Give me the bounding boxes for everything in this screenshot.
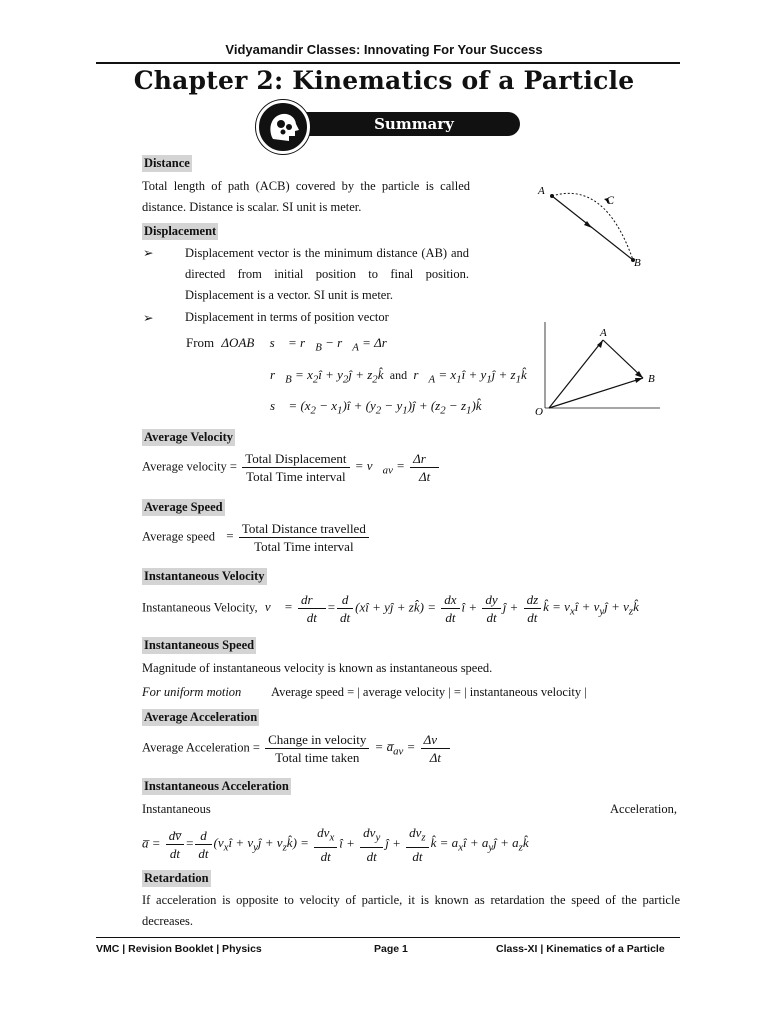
section-heading-instantaneous-acceleration: Instantaneous Acceleration bbox=[144, 779, 289, 793]
position-vectors-equation: $r⃗_B$ = $x_2î$ + $y_2ĵ$ + $z_2k̂$ and $r⃗_A$ = $x_1î$ + $y_1ĵ$ + $z_1k̂$ bbox=[270, 367, 527, 386]
average-speed-equation: Average speed = $\frac{\text{Total Distance travelled}}{\text{Total Time interval}}$ bbox=[142, 520, 371, 555]
displacement-bullet-1: Displacement vector is the minimum distance (AB) and directed from initial position to final position. Displacement is a vector. SI unit is meter. bbox=[185, 246, 469, 302]
triangle-oab: ΔOAB bbox=[221, 335, 255, 350]
retardation-text: If acceleration is opposite to velocity of particle, it is known as retardation the speed of the particle decreases. bbox=[142, 893, 680, 928]
bullet-arrow-icon: ➢ bbox=[143, 246, 154, 260]
instantaneous-acceleration-left: Instantaneous bbox=[142, 802, 211, 816]
footer-page-number: Page 1 bbox=[374, 943, 408, 955]
footer-left: VMC | Revision Booklet | Physics bbox=[96, 943, 262, 955]
displacement-components-equation: s⃗ = ($x_2$ − $x_1)î + (y_2$ − $y_1)ĵ + (z_2$ − $z_1)k̂$ bbox=[270, 398, 482, 417]
average-velocity-equation: Average velocity = $\frac{\text{Total Displacement}}{\text{Total Time interval}}$ = $v⃗_{av}$ = $\frac{\Delta r⃗}{\Delta t}$ bbox=[142, 450, 441, 485]
fig2-label-a: A bbox=[600, 327, 607, 339]
displacement-bullet-2: Displacement in terms of position vector bbox=[185, 310, 389, 324]
uniform-motion-label: For uniform motion bbox=[142, 685, 242, 699]
section-heading-average-speed: Average Speed bbox=[144, 500, 223, 514]
fig2-label-o: O bbox=[535, 406, 543, 418]
fig1-label-c: C bbox=[606, 193, 615, 207]
fig1-label-b: B bbox=[634, 257, 641, 269]
head-gears-icon bbox=[256, 100, 310, 154]
section-heading-displacement: Displacement bbox=[144, 224, 217, 238]
section-heading-distance: Distance bbox=[144, 156, 190, 170]
chapter-title: Chapter 2: Kinematics of a Particle bbox=[133, 66, 635, 95]
header-rule bbox=[96, 62, 680, 64]
instantaneous-acceleration-equation: a̅ = $\frac{dv̅}{dt}$ = $\frac{d}{dt}$ ($v_xî$ + $v_yĵ$ + $v_zk̂$) = $\frac{dv_x}{dt}$ î + $\frac{dv_y}{dt}$ ĵ + $\frac{dv_z}{dt}$ k̂ = $a_xî$ + $a_yĵ$ + $a_zk̂$ bbox=[142, 825, 529, 864]
fig2-label-b: B bbox=[648, 373, 655, 385]
section-heading-retardation: Retardation bbox=[144, 871, 209, 885]
fig1-label-a: A bbox=[538, 185, 545, 197]
from-label: From bbox=[186, 335, 215, 350]
uniform-motion-text: Average speed = | average velocity | = | instantaneous velocity | bbox=[271, 685, 587, 699]
average-acceleration-equation: Average Acceleration = $\frac{\text{Change in velocity}}{\text{Total time taken}}$ = $a̅_{av}$ = $\frac{\Delta v⃗}{\Delta t}$ bbox=[142, 731, 452, 766]
summary-banner: Summary bbox=[278, 112, 520, 136]
section-heading-average-velocity: Average Velocity bbox=[144, 430, 233, 444]
footer-rule bbox=[96, 937, 680, 938]
position-vector-figure bbox=[535, 320, 665, 420]
instantaneous-speed-text: Magnitude of instantaneous velocity is known as instantaneous speed. bbox=[142, 661, 493, 675]
path-acb-figure bbox=[530, 180, 650, 270]
section-heading-average-acceleration: Average Acceleration bbox=[144, 710, 258, 724]
displacement-equation: From ΔOAB s⃗ = $r⃗_B$ − $r⃗_A$ = Δr⃗ bbox=[186, 335, 397, 354]
instantaneous-velocity-equation: Instantaneous Velocity, v⃗ = $\frac{dr⃗}{dt}$ = $\frac{d}{dt}$ (xî + yĵ + zk̂) = $\frac{dx}{dt}$ î + $\frac{dy}{dt}$ ĵ + $\frac{dz}{dt}$ k̂ = $v_xî$ + $v_yĵ$ + $v_zk̂$ bbox=[142, 592, 639, 625]
instantaneous-acceleration-right: Acceleration, bbox=[610, 802, 677, 816]
bullet-arrow-icon: ➢ bbox=[143, 311, 154, 325]
section-heading-instantaneous-velocity: Instantaneous Velocity bbox=[144, 569, 265, 583]
page-header: Vidyamandir Classes: Innovating For Your Success bbox=[225, 42, 543, 57]
footer-right: Class-XI | Kinematics of a Particle bbox=[496, 943, 665, 955]
section-heading-instantaneous-speed: Instantaneous Speed bbox=[144, 638, 255, 652]
distance-text: Total length of path (ACB) covered by the particle is called distance. Distance is scalar. SI unit is meter. bbox=[142, 179, 470, 214]
